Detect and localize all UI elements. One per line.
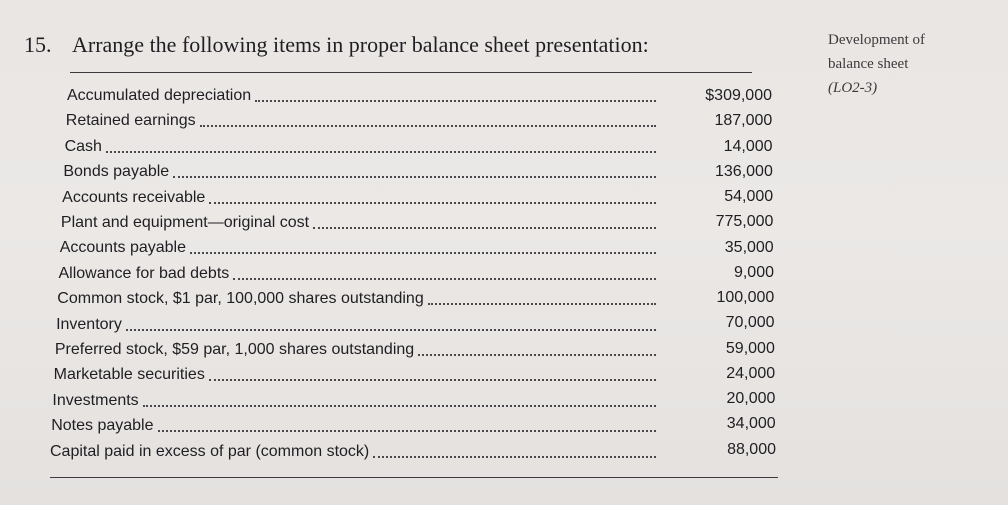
list-item xyxy=(66,107,660,131)
item-amount: 187,000 xyxy=(714,112,773,130)
list-item xyxy=(56,311,660,335)
item-label: Marketable securities xyxy=(53,366,205,384)
list-item xyxy=(60,234,660,258)
dot-leader xyxy=(158,430,656,432)
dot-leader xyxy=(143,405,656,407)
list-item xyxy=(52,387,660,411)
dot-leader xyxy=(200,125,656,127)
dot-leader xyxy=(209,202,656,204)
list-item xyxy=(61,209,660,233)
list-item xyxy=(54,361,660,385)
item-label: Cash xyxy=(64,137,102,155)
item-amount: 136,000 xyxy=(715,162,773,180)
dot-leader xyxy=(190,252,656,254)
learning-objective-code: (LO2-3) xyxy=(828,80,878,96)
item-amount: 100,000 xyxy=(716,289,775,307)
item-amount: 35,000 xyxy=(724,238,774,256)
bottom-rule xyxy=(50,477,778,478)
item-amount: 14,000 xyxy=(723,137,773,155)
item-label: Allowance for bad debts xyxy=(58,264,230,282)
item-label: Accounts receivable xyxy=(62,188,206,206)
question-text: Arrange the following items in proper balance sheet presentation: xyxy=(72,32,649,57)
item-label: Preferred stock, $59 par, 1,000 shares outstanding xyxy=(54,341,415,358)
dot-leader xyxy=(106,151,656,153)
item-amount: 24,000 xyxy=(726,364,776,382)
item-label: Bonds payable xyxy=(63,163,170,181)
item-amount: 59,000 xyxy=(725,339,775,357)
list-item xyxy=(62,184,660,208)
item-amount: 70,000 xyxy=(725,314,775,332)
list-item xyxy=(65,133,660,157)
top-rule xyxy=(70,72,752,73)
list-item xyxy=(59,260,661,284)
dot-leader xyxy=(428,303,656,305)
item-amount: 9,000 xyxy=(733,263,774,281)
question-number: 15. xyxy=(24,32,52,57)
item-amount: 20,000 xyxy=(726,390,776,408)
item-amount: 775,000 xyxy=(715,213,774,231)
item-label: Investments xyxy=(52,391,139,409)
item-label: Capital paid in excess of par (common stock) xyxy=(50,442,370,460)
list-item xyxy=(67,82,660,106)
item-label: Inventory xyxy=(56,315,122,333)
margin-note-line-2: balance sheet xyxy=(828,56,909,72)
item-label: Plant and equipment—original cost xyxy=(60,214,310,231)
list-item xyxy=(51,412,660,436)
dot-leader xyxy=(255,100,656,102)
item-label: Common stock, $1 par, 100,000 shares outstanding xyxy=(57,290,424,308)
item-label: Retained earnings xyxy=(65,112,196,130)
item-amount: 88,000 xyxy=(727,440,776,458)
item-amount: $309,000 xyxy=(705,87,772,104)
dot-leader xyxy=(373,456,656,458)
list-item xyxy=(63,158,660,182)
list-item xyxy=(55,336,660,360)
item-label: Notes payable xyxy=(51,417,154,435)
dot-leader xyxy=(313,227,656,229)
dot-leader xyxy=(126,329,656,331)
item-amount: 54,000 xyxy=(724,188,774,206)
list-item xyxy=(57,285,660,309)
margin-note xyxy=(828,28,925,100)
dot-leader xyxy=(209,379,656,381)
dot-leader xyxy=(233,278,656,280)
item-amount: 34,000 xyxy=(726,415,776,433)
list-item xyxy=(50,438,660,462)
dot-leader xyxy=(418,354,656,356)
item-label: Accounts payable xyxy=(59,239,187,257)
dot-leader xyxy=(173,176,656,178)
margin-note-line-1: Development of xyxy=(828,32,926,48)
item-label: Accumulated depreciation xyxy=(67,87,252,104)
